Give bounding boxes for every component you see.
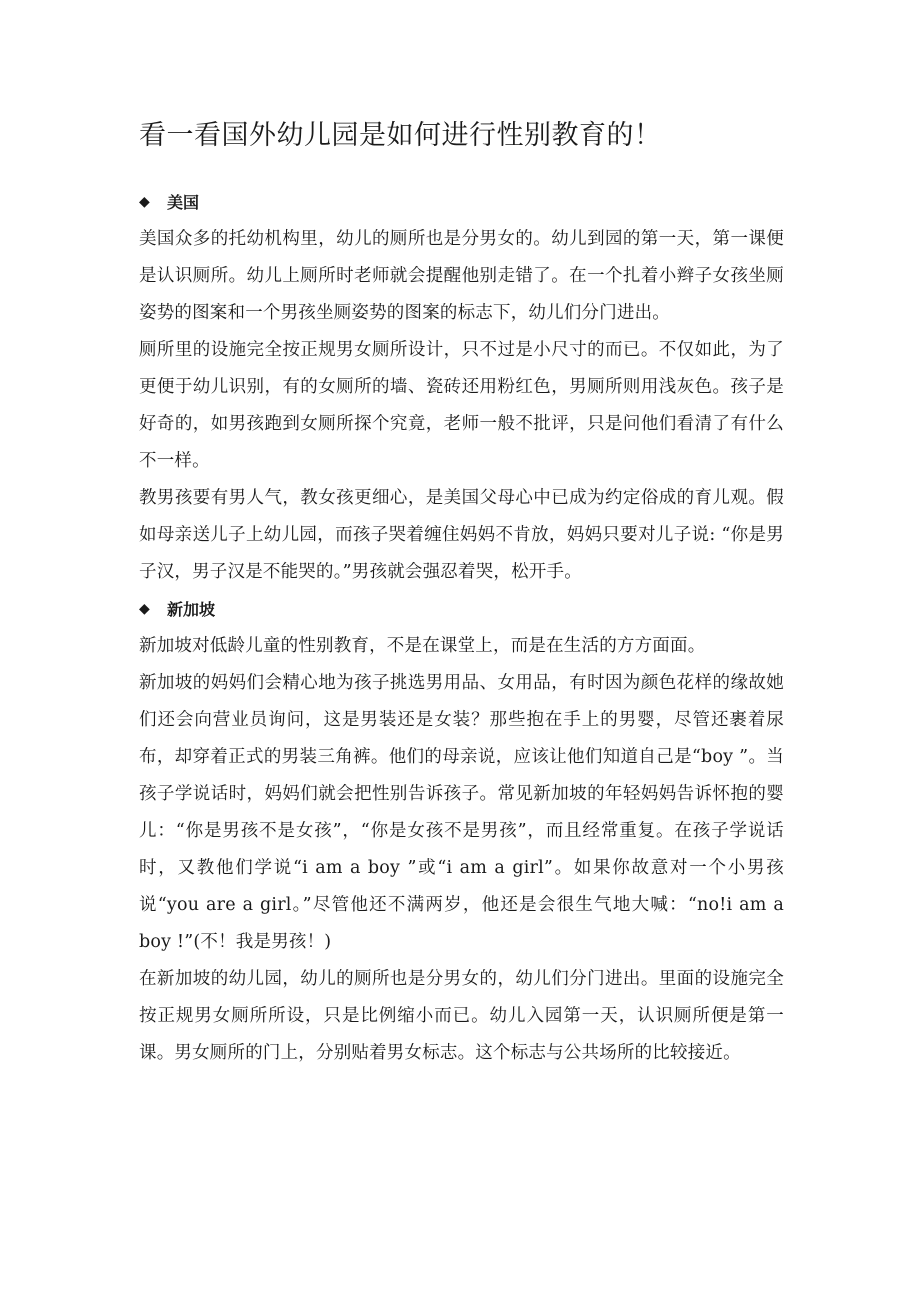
page-title: 看一看国外幼儿园是如何进行性别教育的！ xyxy=(139,120,662,151)
paragraph: 厕所里的设施完全按正规男女厕所设计，只不过是小尺寸的而已。不仅如此，为了更便于幼儿识别，有的女厕所的墙、瓷砖还用粉红色，男厕所则用浅灰色。孩子是好奇的，如男孩跑到女厕所探个究竟，老师一般不批评，只是问他们看清了有什么不一样。 xyxy=(139,340,784,471)
paragraph: 在新加坡的幼儿园，幼儿的厕所也是分男女的，幼儿们分门进出。里面的设施完全按正规男女厕所所设，只是比例缩小而已。幼儿入园第一天，认识厕所便是第一课。男女厕所的门上，分别贴着男女标志。这个标志与公共场所的比较接近。 xyxy=(139,969,784,1063)
diamond-bullet-icon: ◆ xyxy=(139,601,150,617)
paragraph: 新加坡对低龄儿童的性别教育，不是在课堂上，而是在生活的方方面面。 xyxy=(139,636,706,656)
section-heading-usa xyxy=(139,184,784,221)
paragraph: 教男孩要有男人气，教女孩更细心，是美国父母心中已成为约定俗成的育儿观。假如母亲送儿子上幼儿园，而孩子哭着缠住妈妈不肯放，妈妈只要对儿子说: “你是男子汉，男子汉是不能哭的。”男孩就会强忍着哭，松开手。 xyxy=(139,488,784,582)
section-heading-label: 新加坡 xyxy=(167,600,216,619)
section-singapore xyxy=(139,591,784,1072)
paragraph: 新加坡的妈妈们会精心地为孩子挑选男用品、女用品，有时因为颜色花样的缘故她们还会向营业员询问，这是男装还是女装？那些抱在手上的男婴，尽管还裹着尿布，却穿着正式的男装三角裤。他们的母亲说，应该让他们知道自己是“boy ”。当孩子学说话时，妈妈们就会把性别告诉孩子。常见新加坡的年轻妈妈告诉怀抱的婴儿：“你是男孩不是女孩”，“你是女孩不是男孩”，而且经常重复。在孩子学说话时，又教他们学说“i am a boy ”或“i am a girl”。如果你故意对一个小男孩说“you are a girl。”尽管他还不满两岁，他还是会很生气地大喊：“no!i am a boy !”(不！我是男孩！) xyxy=(139,673,784,952)
paragraph: 美国众多的托幼机构里，幼儿的厕所也是分男女的。幼儿到园的第一天，第一课便是认识厕所。幼儿上厕所时老师就会提醒他别走错了。在一个扎着小辫子女孩坐厕姿势的图案和一个男孩坐厕姿势的图案的标志下，幼儿们分门进出。 xyxy=(139,229,784,323)
document-page xyxy=(139,112,784,1072)
section-heading-label: 美国 xyxy=(167,193,200,212)
diamond-bullet-icon: ◆ xyxy=(139,194,150,210)
section-usa xyxy=(139,184,784,591)
section-heading-singapore xyxy=(139,591,784,628)
